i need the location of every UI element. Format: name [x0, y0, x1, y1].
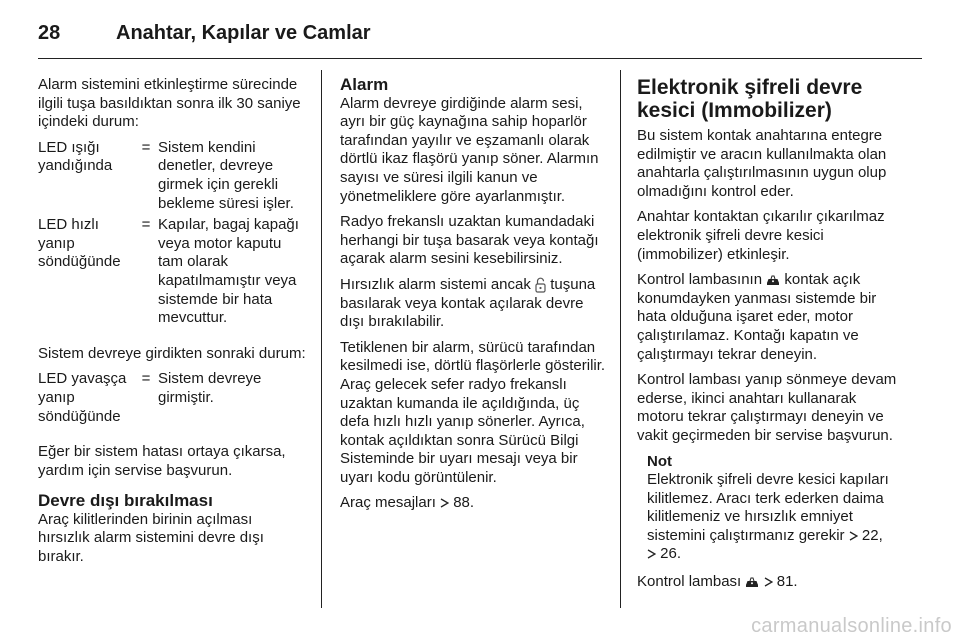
page-reference-icon	[849, 531, 858, 541]
immobilizer-paragraph-2: Anahtar kontaktan çıkarılır çıkarılmaz elektronik şifreli devre kesici (immobilizer) etkinleşir.	[637, 208, 885, 263]
page-reference-link[interactable]: 26.	[660, 545, 682, 563]
column-divider-1	[321, 70, 322, 608]
column-2	[340, 76, 606, 520]
page-reference-icon	[440, 498, 449, 508]
table-term: LED hızlı yanıp söndüğünde	[38, 216, 121, 271]
page-number: 28	[38, 21, 61, 44]
alarm-heading: Alarm	[340, 75, 389, 94]
status-table-1	[38, 139, 308, 331]
alarm-paragraph-2: Radyo frekanslı uzaktan kumandadaki herhangi bir tuşa basarak veya kontağı açarak alarm sesini kesebilirsiniz.	[340, 213, 599, 268]
table-term: LED yavaşça yanıp söndüğünde	[38, 370, 127, 425]
after-activation-text: Sistem devreye girdikten sonraki durum:	[38, 344, 306, 362]
table-equals: =	[141, 216, 151, 234]
page-reference-link[interactable]: 88.	[453, 494, 475, 512]
table-desc: Kapılar, bagaj kapağı veya motor kaputu tam olarak kapatılmamıştır veya sistemde bir hata mevcuttur.	[158, 216, 299, 327]
note-label: Not	[647, 452, 672, 470]
table-desc: Sistem kendini denetler, devreye girmek için gerekli bekleme süresi işler.	[158, 138, 294, 212]
table-equals: =	[141, 138, 151, 156]
error-text: Eğer bir sistem hatası ortaya çıkarsa, yardım için servise başvurun.	[38, 443, 286, 479]
unlock-icon	[535, 277, 546, 293]
deactivation-heading: Devre dışı bırakılması	[38, 491, 213, 511]
immobilizer-paragraph-5: Kontrol lambası 81.	[637, 573, 798, 591]
alarm-paragraph-5: Araç mesajları 88.	[340, 494, 475, 512]
page-title: Anahtar, Kapılar ve Camlar	[116, 21, 371, 44]
deactivation-text: Araç kilitlerinden birinin açılması hırsızlık alarm sistemini devre dışı bırakır.	[38, 510, 264, 566]
alarm-paragraph-4: Tetiklenen bir alarm, sürücü tarafından kesilmedi ise, dörtlü flaşörlerle gösterilir. Araç gelecek sefer radyo frekanslı uzaktan kumanda ile açıldığında, üç defa hızlı hızlı yanıp sönerler. Ayrıca, kontak açıldıktan sonra Sürücü Bilgi Sisteminde bir uyarı mesajı veya bir uyarı kodu görüntülenir.	[340, 338, 606, 486]
table-desc: Sistem devreye girmiştir.	[158, 370, 262, 406]
table-equals: =	[141, 370, 151, 388]
table-term: LED ışığı yandığında	[38, 138, 113, 175]
note-text: Elektronik şifreli devre kesici kapıları kilitlemez. Aracı terk ederken daima kilitlemeniz ve hırsızlık emniyet sistemini çalıştırmanız gerekir 22, 26.	[647, 471, 889, 563]
column-3	[637, 76, 907, 599]
page-reference-link[interactable]: 22,	[861, 526, 883, 544]
car-key-icon	[745, 576, 759, 588]
immobilizer-paragraph-4: Kontrol lambası yanıp sönmeye devam ederse, ikinci anahtarı kullanarak motoru tekrar çalıştırmayı deneyin ve vakit geçirmeden bir servise başvurun.	[637, 371, 897, 444]
header-rule	[38, 58, 922, 59]
immobilizer-paragraph-1: Bu sistem kontak anahtarına entegre edilmiştir ve aracın kullanılmakta olan anahtarla çalıştırılmasının uygun olup olmadığını kontrol eder.	[637, 127, 887, 200]
page-header	[38, 16, 371, 50]
immobilizer-heading: Elektronik şifreli devre kesici (Immobilizer)	[637, 76, 863, 122]
column-divider-2	[620, 70, 621, 608]
column-1	[38, 76, 308, 574]
watermark-text: carmanualsonline.info	[751, 615, 952, 637]
page-reference-icon	[647, 549, 656, 559]
intro-text: Alarm sistemini etkinleştirme sürecinde ilgili tuşa basıldıktan sonra ilk 30 saniye içindeki durum:	[38, 76, 301, 131]
alarm-paragraph-1: Alarm devreye girdiğinde alarm sesi, ayrı bir güç kaynağına sahip hoparlör tarafından yayılır ve eşzamanlı olarak dörtlü ikaz flaşörü yanıp söner. Alarmın sayısı ve süresi ilgili kanun ve yönetmeliklere göre ayarlanmıştır.	[340, 94, 599, 205]
page-reference-icon	[764, 577, 773, 587]
page-reference-link[interactable]: 81.	[776, 573, 798, 591]
immobilizer-paragraph-3: Kontrol lambasının kontak açık konumdayken yanması sistemde bir hata olduğuna işaret eder, motor çalıştırılamaz. Kontağı kapatın ve çalıştırmayı tekrar deneyin.	[637, 271, 877, 363]
note-box	[637, 453, 907, 565]
alarm-paragraph-3: Hırsızlık alarm sistemi ancak tuşuna basılarak veya kontak açılarak devre dışı bırakılabilir.	[340, 275, 596, 331]
status-table-2	[38, 370, 308, 429]
car-key-icon	[766, 274, 780, 286]
